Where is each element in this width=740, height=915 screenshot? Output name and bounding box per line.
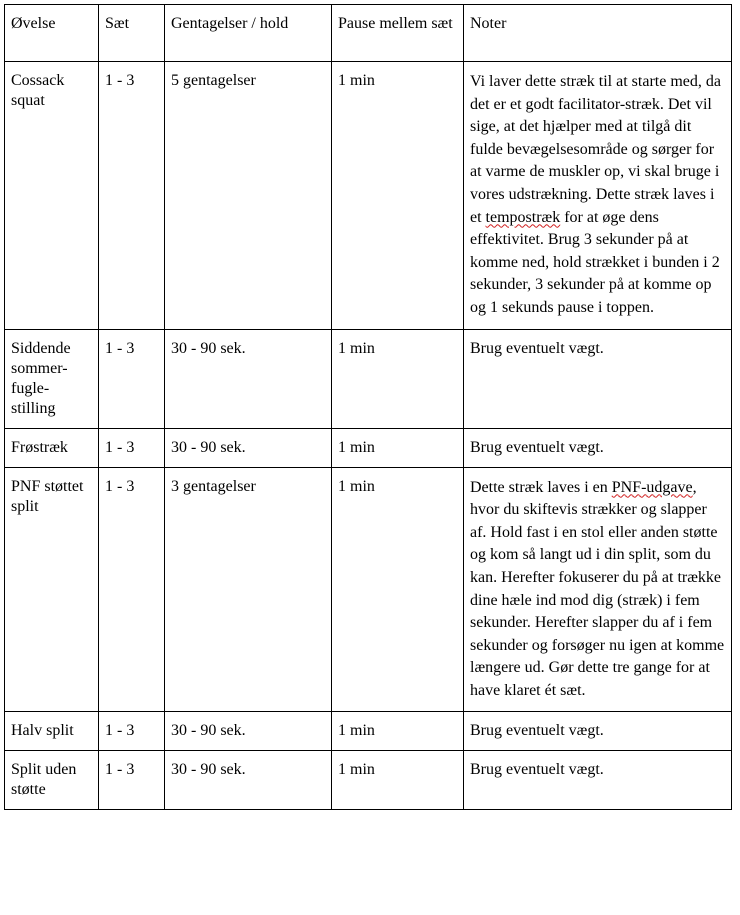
exercise-cell: Split uden støtte [5,751,99,810]
sets-cell: 1 - 3 [99,329,165,428]
table-row [5,467,732,712]
notes-cell: Brug eventuelt vægt. [464,428,732,467]
header-reps: Gentagelser / hold [165,5,332,62]
exercise-cell: Frøstræk [5,428,99,467]
sets-cell: 1 - 3 [99,428,165,467]
exercise-cell: Cossack squat [5,62,99,330]
exercise-cell: Siddende sommer-fugle-stilling [5,329,99,428]
notes-cell: Brug eventuelt vægt. [464,329,732,428]
exercise-cell: PNF støttet split [5,467,99,712]
sets-cell: 1 - 3 [99,62,165,330]
reps-cell: 5 gentagelser [165,62,332,330]
header-notes: Noter [464,5,732,62]
spellcheck-marked-word: tempostræk [485,208,561,226]
sets-cell: 1 - 3 [99,712,165,751]
reps-cell: 3 gentagelser [165,467,332,712]
notes-cell [464,467,732,712]
pause-cell: 1 min [332,428,464,467]
table-row [5,428,732,467]
exercise-cell: Halv split [5,712,99,751]
header-pause: Pause mellem sæt [332,5,464,62]
notes-text: Dette stræk laves i en [470,478,612,496]
notes-cell: Brug eventuelt vægt. [464,751,732,810]
sets-cell: 1 - 3 [99,467,165,712]
pause-cell: 1 min [332,329,464,428]
header-sets: Sæt [99,5,165,62]
table-row [5,62,732,330]
sets-cell: 1 - 3 [99,751,165,810]
pause-cell: 1 min [332,467,464,712]
table-row [5,712,732,751]
table-row [5,751,732,810]
table-header-row [5,5,732,62]
notes-text: Vi laver dette stræk til at starte med, da det er et godt facilitator-stræk. Det vil sige, at det hjælper med at tilgå dit fulde bevægelsesområde og sørger for at varme de muskler op, vi skal bruge i vores udstrækning. Dette stræk laves i et [470,73,721,226]
pause-cell: 1 min [332,62,464,330]
notes-cell: Brug eventuelt vægt. [464,712,732,751]
spellcheck-marked-word: PNF-udgave [611,478,693,496]
notes-text: , hvor du skiftevis strækker og slapper af. Hold fast i en stol eller anden støtte og kom så langt ud i din split, som du kan. Herefter fokuserer du på at trække dine hæle ind mod dig (stræk) i fem sekunder. Herefter slapper du af i fem sekunder og forsøger nu igen at komme længere ud. Gør dette tre gange for at have klaret ét sæt. [470,478,725,699]
table-row [5,329,732,428]
pause-cell: 1 min [332,712,464,751]
header-exercise: Øvelse [5,5,99,62]
reps-cell: 30 - 90 sek. [165,428,332,467]
reps-cell: 30 - 90 sek. [165,751,332,810]
exercise-table [4,4,732,810]
notes-cell [464,62,732,330]
reps-cell: 30 - 90 sek. [165,712,332,751]
pause-cell: 1 min [332,751,464,810]
notes-text: for at øge dens effektivitet. Brug 3 sekunder på at komme ned, hold strækket i bunden i 2 sekunder, 3 sekunder på at komme op og 1 sekunds pause i toppen. [470,208,720,316]
reps-cell: 30 - 90 sek. [165,329,332,428]
